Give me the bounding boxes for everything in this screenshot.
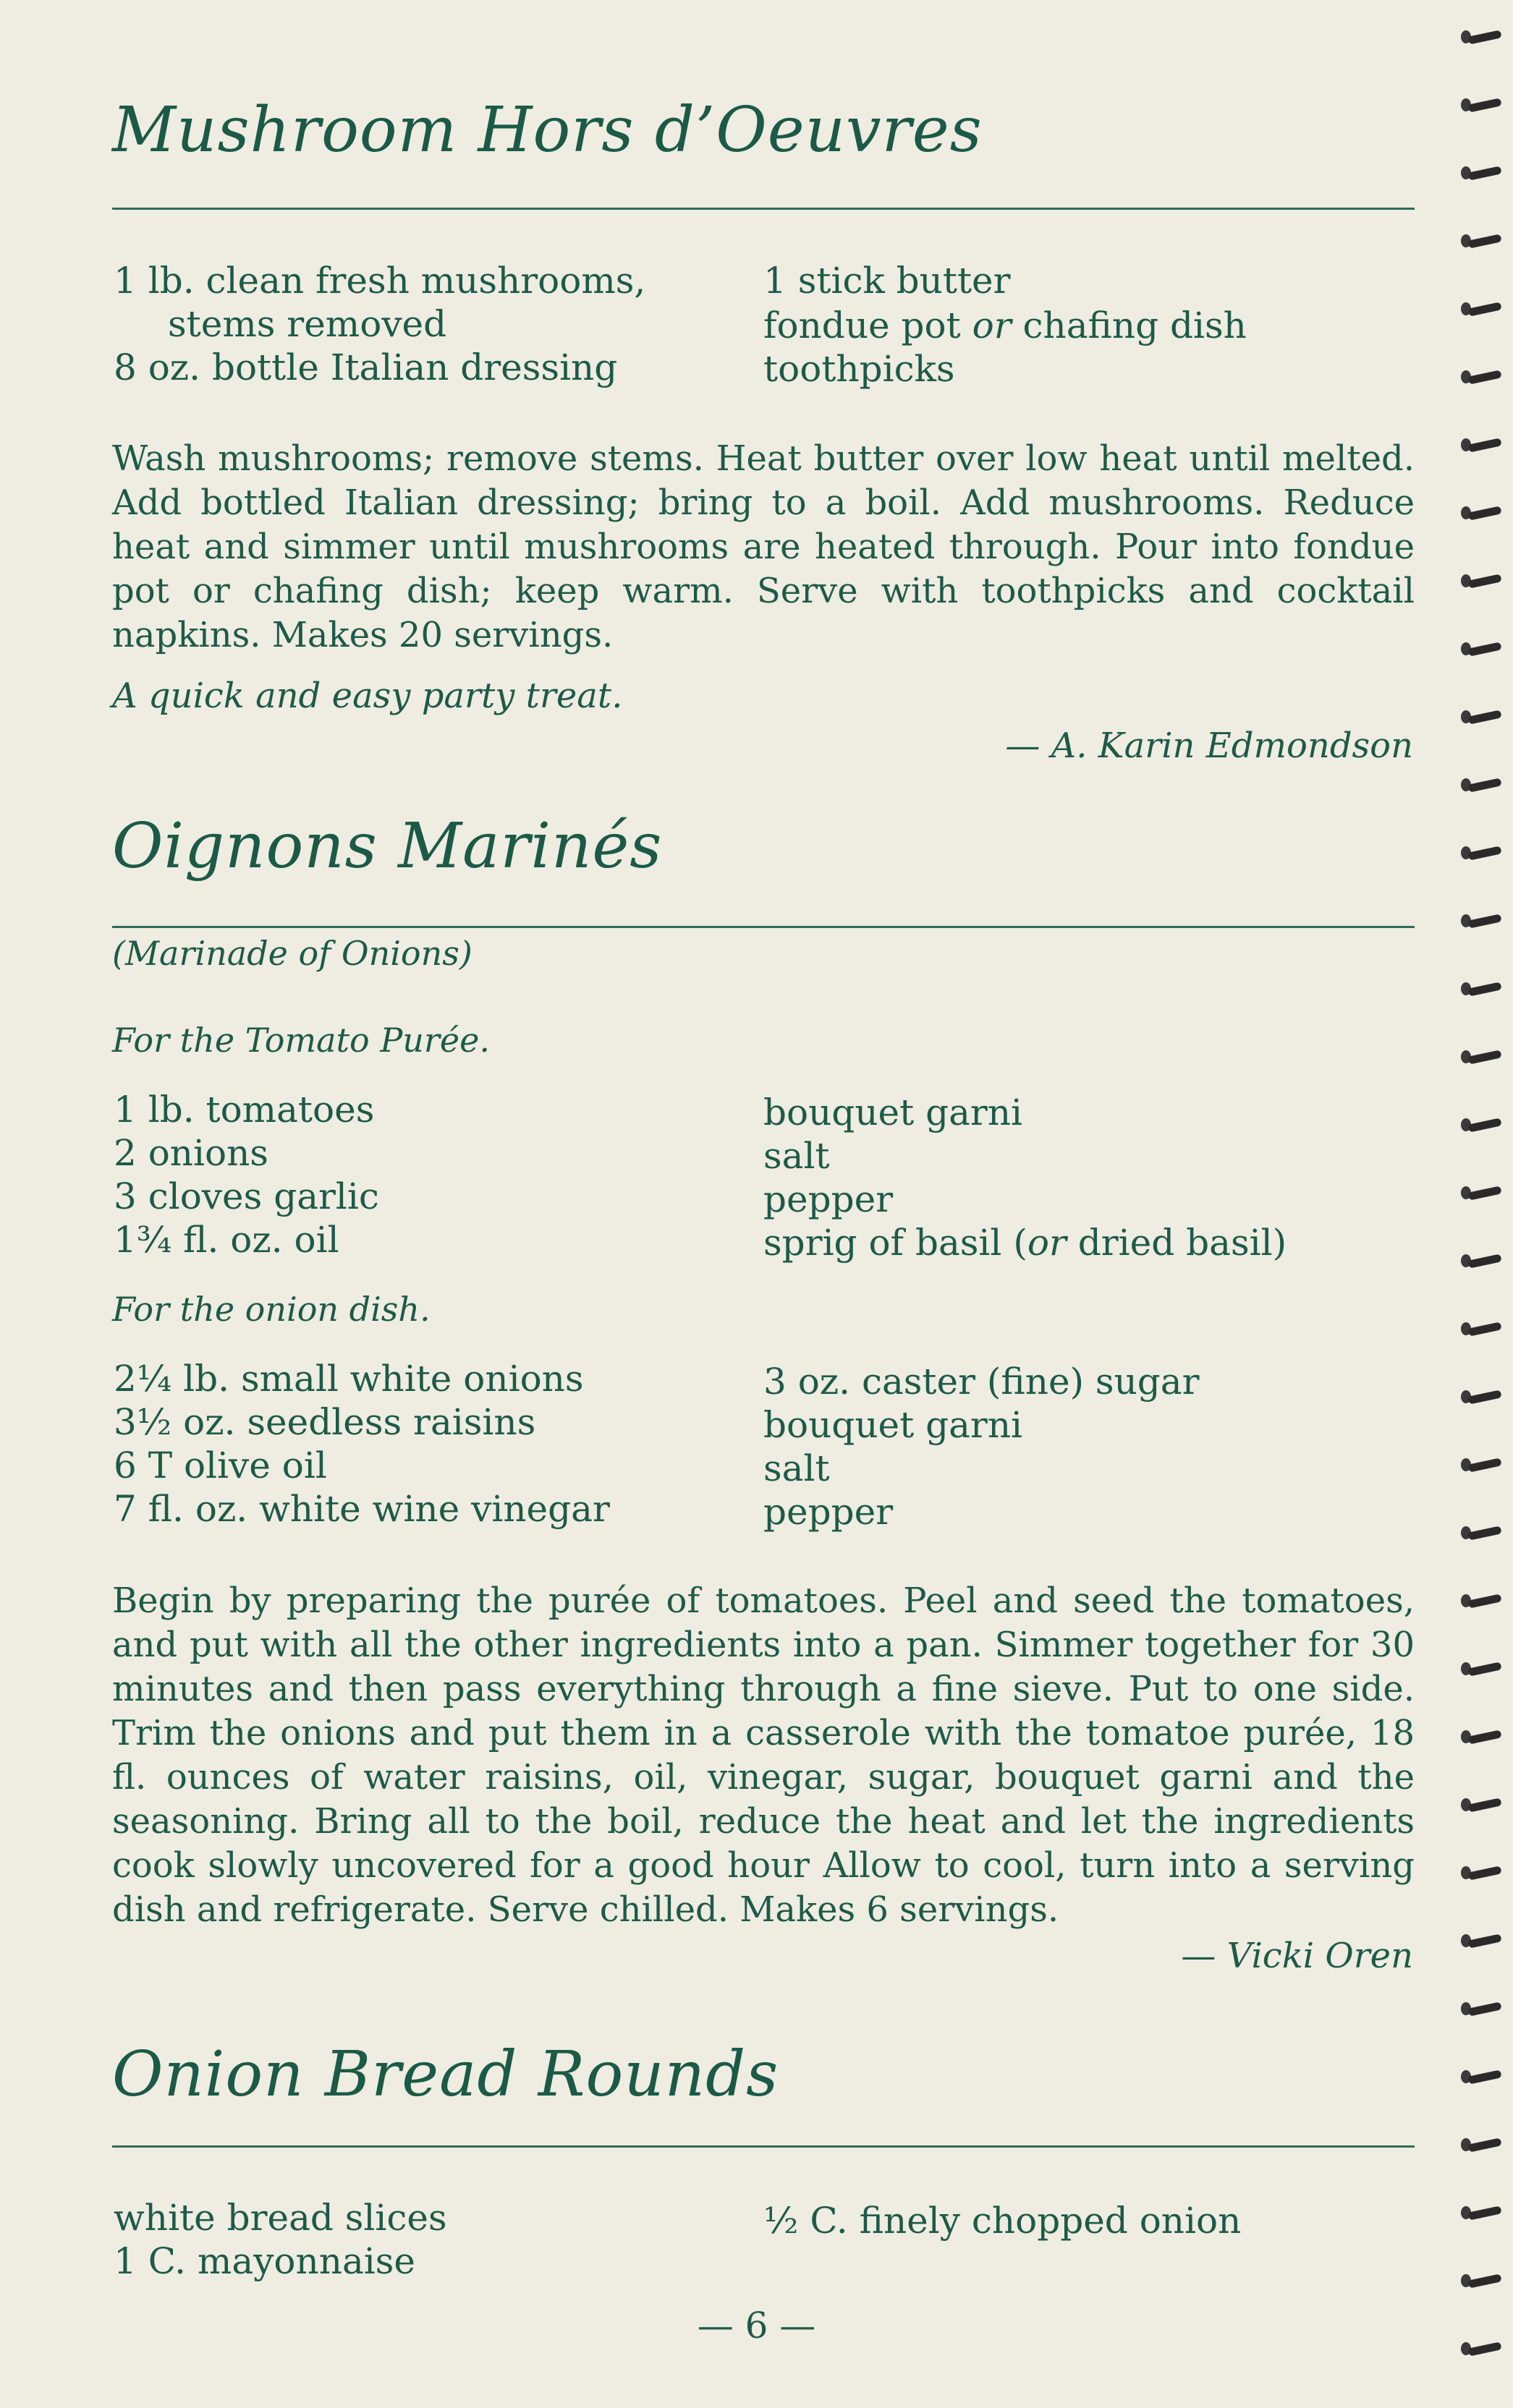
spiral-ring xyxy=(1461,233,1503,250)
ingredient: 1¾ fl. oz. oil xyxy=(114,1219,339,1261)
spiral-ring xyxy=(1461,845,1503,862)
ingredient: 6 T olive oil xyxy=(114,1445,327,1486)
section-heading: For the onion dish. xyxy=(112,1290,431,1329)
ingredient: 1 lb. clean fresh mushrooms, xyxy=(114,260,646,302)
spiral-ring xyxy=(1461,505,1503,522)
ingredient: pepper xyxy=(763,1491,894,1533)
spiral-ring xyxy=(1461,1729,1503,1746)
ingredient: toothpicks xyxy=(763,348,955,390)
spiral-ring xyxy=(1461,1457,1503,1474)
spiral-ring xyxy=(1461,981,1503,998)
spiral-ring xyxy=(1461,1049,1503,1066)
spiral-ring xyxy=(1461,369,1503,386)
spiral-ring xyxy=(1461,2069,1503,2086)
ingredient: salt xyxy=(763,1447,830,1489)
recipe-directions: Wash mushrooms; remove stems. Heat butter over low heat until melted. Add bottled Italian dressing; bring to a boil. Add mushrooms. Reduce heat and simmer until mushrooms are heated through. Pour into fondue pot or chafing dish; keep warm. Serve with toothpicks and cocktail napkins. Makes 20 servings. xyxy=(112,438,1415,655)
section-heading: For the Tomato Purée. xyxy=(112,1021,490,1060)
ingredient: 2 onions xyxy=(114,1132,268,1174)
ingredient: pepper xyxy=(763,1178,894,1220)
spiral-ring xyxy=(1461,913,1503,930)
spiral-ring xyxy=(1461,1933,1503,1950)
ingredient: sprig of basil (or dried basil) xyxy=(763,1222,1287,1264)
spiral-ring xyxy=(1461,641,1503,658)
recipe-title-mushroom: Mushroom Hors d’Oeuvres xyxy=(112,94,983,166)
title-rule xyxy=(112,2145,1415,2148)
spiral-ring xyxy=(1461,1253,1503,1270)
ingredient: white bread slices xyxy=(114,2197,447,2239)
recipe-title-onion-bread: Onion Bread Rounds xyxy=(112,2038,779,2111)
ingredient: bouquet garni xyxy=(763,1092,1023,1133)
spiral-ring xyxy=(1461,1525,1503,1542)
spiral-ring xyxy=(1461,1185,1503,1202)
spiral-ring xyxy=(1461,777,1503,794)
spiral-ring xyxy=(1461,2341,1503,2358)
spiral-ring xyxy=(1461,301,1503,318)
recipe-author: — Vicki Oren xyxy=(1181,1936,1413,1976)
spiral-ring xyxy=(1461,573,1503,590)
ingredient: 1 lb. tomatoes xyxy=(114,1089,375,1131)
spiral-ring xyxy=(1461,165,1503,182)
spiral-ring xyxy=(1461,2273,1503,2290)
spiral-ring xyxy=(1461,97,1503,114)
ingredient: bouquet garni xyxy=(763,1404,1023,1446)
recipe-title-oignons: Oignons Marinés xyxy=(112,810,663,882)
ingredient: 3 cloves garlic xyxy=(114,1175,379,1217)
ingredient: 3 oz. caster (fine) sugar xyxy=(763,1361,1200,1403)
recipe-note: A quick and easy party treat. xyxy=(112,676,623,716)
ingredient: 1 stick butter xyxy=(763,260,1011,302)
recipe-author: — A. Karin Edmondson xyxy=(1005,726,1413,766)
spiral-ring xyxy=(1461,1661,1503,1678)
spiral-ring xyxy=(1461,709,1503,726)
spiral-binding xyxy=(1448,0,1513,2408)
spiral-ring xyxy=(1461,1797,1503,1814)
spiral-ring xyxy=(1461,2001,1503,2018)
spiral-ring xyxy=(1461,1593,1503,1610)
spiral-ring xyxy=(1461,437,1503,454)
recipe-subtitle: (Marinade of Onions) xyxy=(112,934,472,973)
recipe-directions: Begin by preparing the purée of tomatoes. Peel and seed the tomatoes, and put with all the other ingredients into a pan. Simmer together for 30 minutes and then pass everything through a fine sieve. Put to one side. Trim the onions and put them in a casserole with the tomatoe purée, 18 fl. ounces of water raisins, oil, vinegar, sugar, bouquet garni and the seasoning. Bring all to the boil, reduce the heat and let the ingredients cook slowly uncovered for a good hour Allow to cool, turn into a serving dish and refrigerate. Serve chilled. Makes 6 servings. xyxy=(112,1580,1415,1930)
ingredient: 7 fl. oz. white wine vinegar xyxy=(114,1488,610,1530)
ingredient: 2¼ lb. small white onions xyxy=(114,1358,584,1400)
title-rule xyxy=(112,208,1415,210)
ingredient: 3½ oz. seedless raisins xyxy=(114,1401,536,1443)
spiral-ring xyxy=(1461,2205,1503,2222)
spiral-ring xyxy=(1461,29,1503,46)
title-rule xyxy=(112,926,1415,928)
spiral-ring xyxy=(1461,1389,1503,1406)
ingredient: 1 C. mayonnaise xyxy=(114,2240,415,2282)
ingredient: stems removed xyxy=(168,303,447,345)
spiral-ring xyxy=(1461,1117,1503,1134)
ingredient: ½ C. finely chopped onion xyxy=(763,2200,1242,2242)
page-number: — 6 — xyxy=(697,2305,816,2347)
ingredient: fondue pot or chafing dish xyxy=(763,305,1247,346)
spiral-ring xyxy=(1461,1321,1503,1338)
spiral-ring xyxy=(1461,1865,1503,1882)
spiral-ring xyxy=(1461,2137,1503,2154)
ingredient: salt xyxy=(763,1135,830,1177)
ingredient: 8 oz. bottle Italian dressing xyxy=(114,346,618,388)
